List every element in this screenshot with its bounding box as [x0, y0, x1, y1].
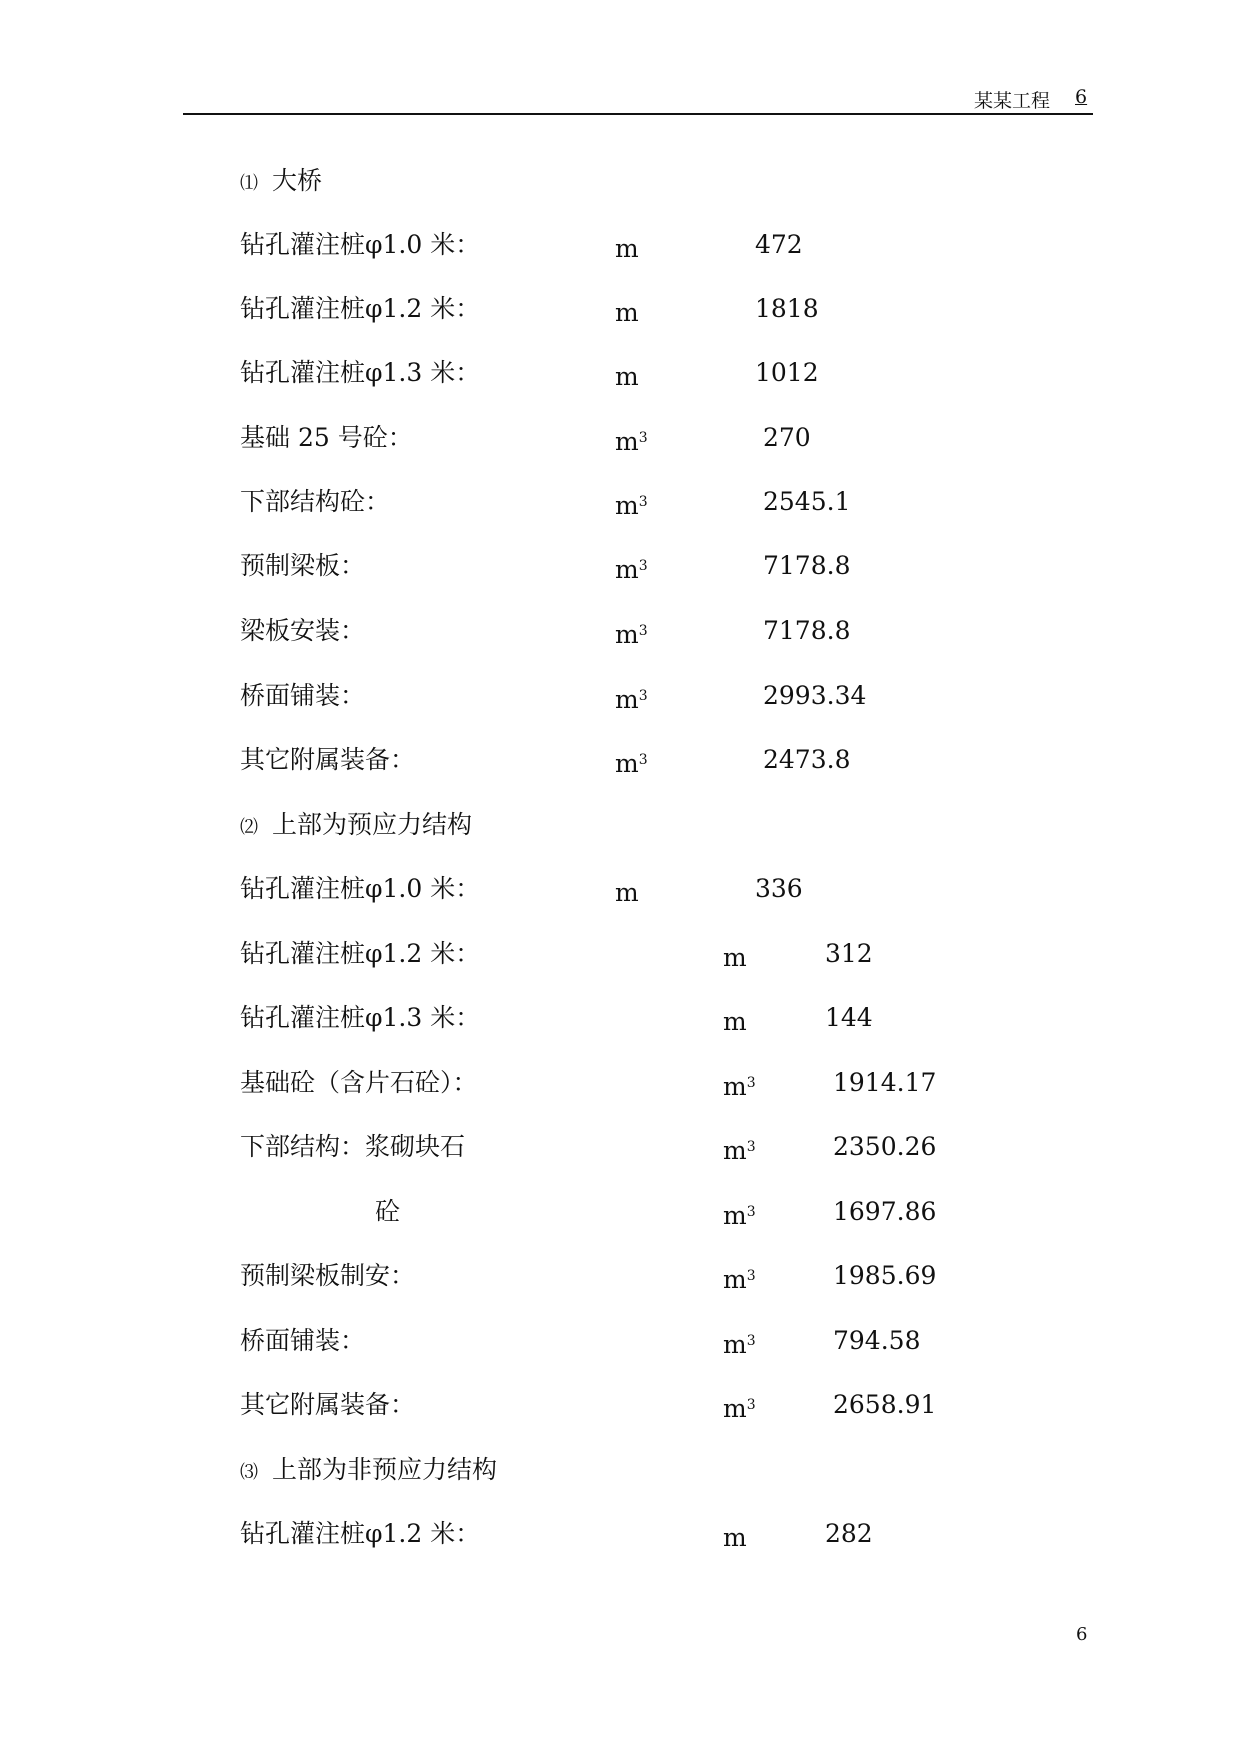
quantity-value: 472 [755, 230, 803, 259]
quantity-value: 2545.1 [763, 487, 851, 516]
section-number: ⑴ [240, 173, 258, 194]
item-label: 钻孔灌注桩φ1.3 米： [240, 358, 481, 387]
section-title: 上部为非预应力结构 [272, 1455, 498, 1484]
item-label: 预制梁板制安： [240, 1261, 416, 1290]
item-label: 桥面铺装： [240, 681, 366, 710]
quantity-value: 282 [825, 1519, 873, 1548]
unit: $m^3$ [723, 1330, 756, 1359]
item-label: 钻孔灌注桩φ1.2 米： [240, 294, 481, 323]
item-label: 钻孔灌注桩φ1.0 米： [240, 874, 481, 903]
unit: m [615, 362, 639, 391]
section-heading [240, 1450, 497, 1490]
unit: m [615, 878, 639, 907]
item-label: 下部结构：浆砌块石 [240, 1132, 466, 1161]
quantity-value: 1985.69 [833, 1261, 937, 1290]
unit: $m^3$ [723, 1394, 756, 1423]
section-heading [240, 805, 472, 845]
item-label: 下部结构砼： [240, 487, 391, 516]
quantity-value: 1914.17 [833, 1068, 937, 1097]
quantity-value: 2473.8 [763, 745, 851, 774]
quantity-value: 336 [755, 874, 803, 903]
item-label: 钻孔灌注桩φ1.2 米： [240, 939, 481, 968]
quantity-value: 312 [825, 939, 873, 968]
section-number: ⑵ [240, 817, 258, 838]
quantity-value: 2993.34 [763, 681, 867, 710]
item-label: 其它附属装备： [240, 745, 416, 774]
unit: m [615, 234, 639, 263]
unit: $m^3$ [723, 1265, 756, 1294]
unit: m [615, 298, 639, 327]
unit: $m^3$ [615, 491, 648, 520]
item-label: 钻孔灌注桩φ1.3 米： [240, 1003, 481, 1032]
unit: $m^3$ [615, 749, 648, 778]
item-label: 其它附属装备： [240, 1390, 416, 1419]
unit: $m^3$ [723, 1201, 756, 1230]
unit: $m^3$ [615, 620, 648, 649]
unit: $m^3$ [615, 427, 648, 456]
quantity-value: 1012 [755, 358, 819, 387]
section-number: ⑶ [240, 1462, 258, 1483]
quantity-value: 794.58 [833, 1326, 921, 1355]
item-label: 钻孔灌注桩φ1.0 米： [240, 230, 481, 259]
quantity-value: 1818 [755, 294, 819, 323]
quantity-value: 7178.8 [763, 551, 851, 580]
quantity-value: 270 [763, 423, 811, 452]
item-label: 基础 25 号砼： [240, 423, 413, 452]
quantity-value: 2658.91 [833, 1390, 937, 1419]
section-heading [240, 161, 322, 201]
item-label: 砼 [375, 1197, 401, 1226]
quantity-value: 144 [825, 1003, 873, 1032]
item-label: 预制梁板： [240, 551, 366, 580]
unit: m [723, 943, 747, 972]
item-label: 钻孔灌注桩φ1.2 米： [240, 1519, 481, 1548]
unit: $m^3$ [723, 1072, 756, 1101]
item-label: 基础砼（含片石砼）： [240, 1068, 478, 1097]
header-divider [183, 113, 1093, 115]
item-label: 梁板安装： [240, 616, 366, 645]
quantity-value: 7178.8 [763, 616, 851, 645]
header-title: 某某工程 [973, 90, 1050, 112]
unit: m [723, 1523, 747, 1552]
unit: m [723, 1007, 747, 1036]
item-label: 桥面铺装： [240, 1326, 366, 1355]
section-title: 大桥 [272, 166, 323, 195]
quantity-value: 2350.26 [833, 1132, 937, 1161]
header-page-number: 6 [1075, 86, 1088, 108]
unit: $m^3$ [723, 1136, 756, 1165]
footer-page-number: 6 [1076, 1624, 1088, 1645]
section-title: 上部为预应力结构 [272, 810, 473, 839]
unit: $m^3$ [615, 555, 648, 584]
quantity-value: 1697.86 [833, 1197, 937, 1226]
unit: $m^3$ [615, 685, 648, 714]
